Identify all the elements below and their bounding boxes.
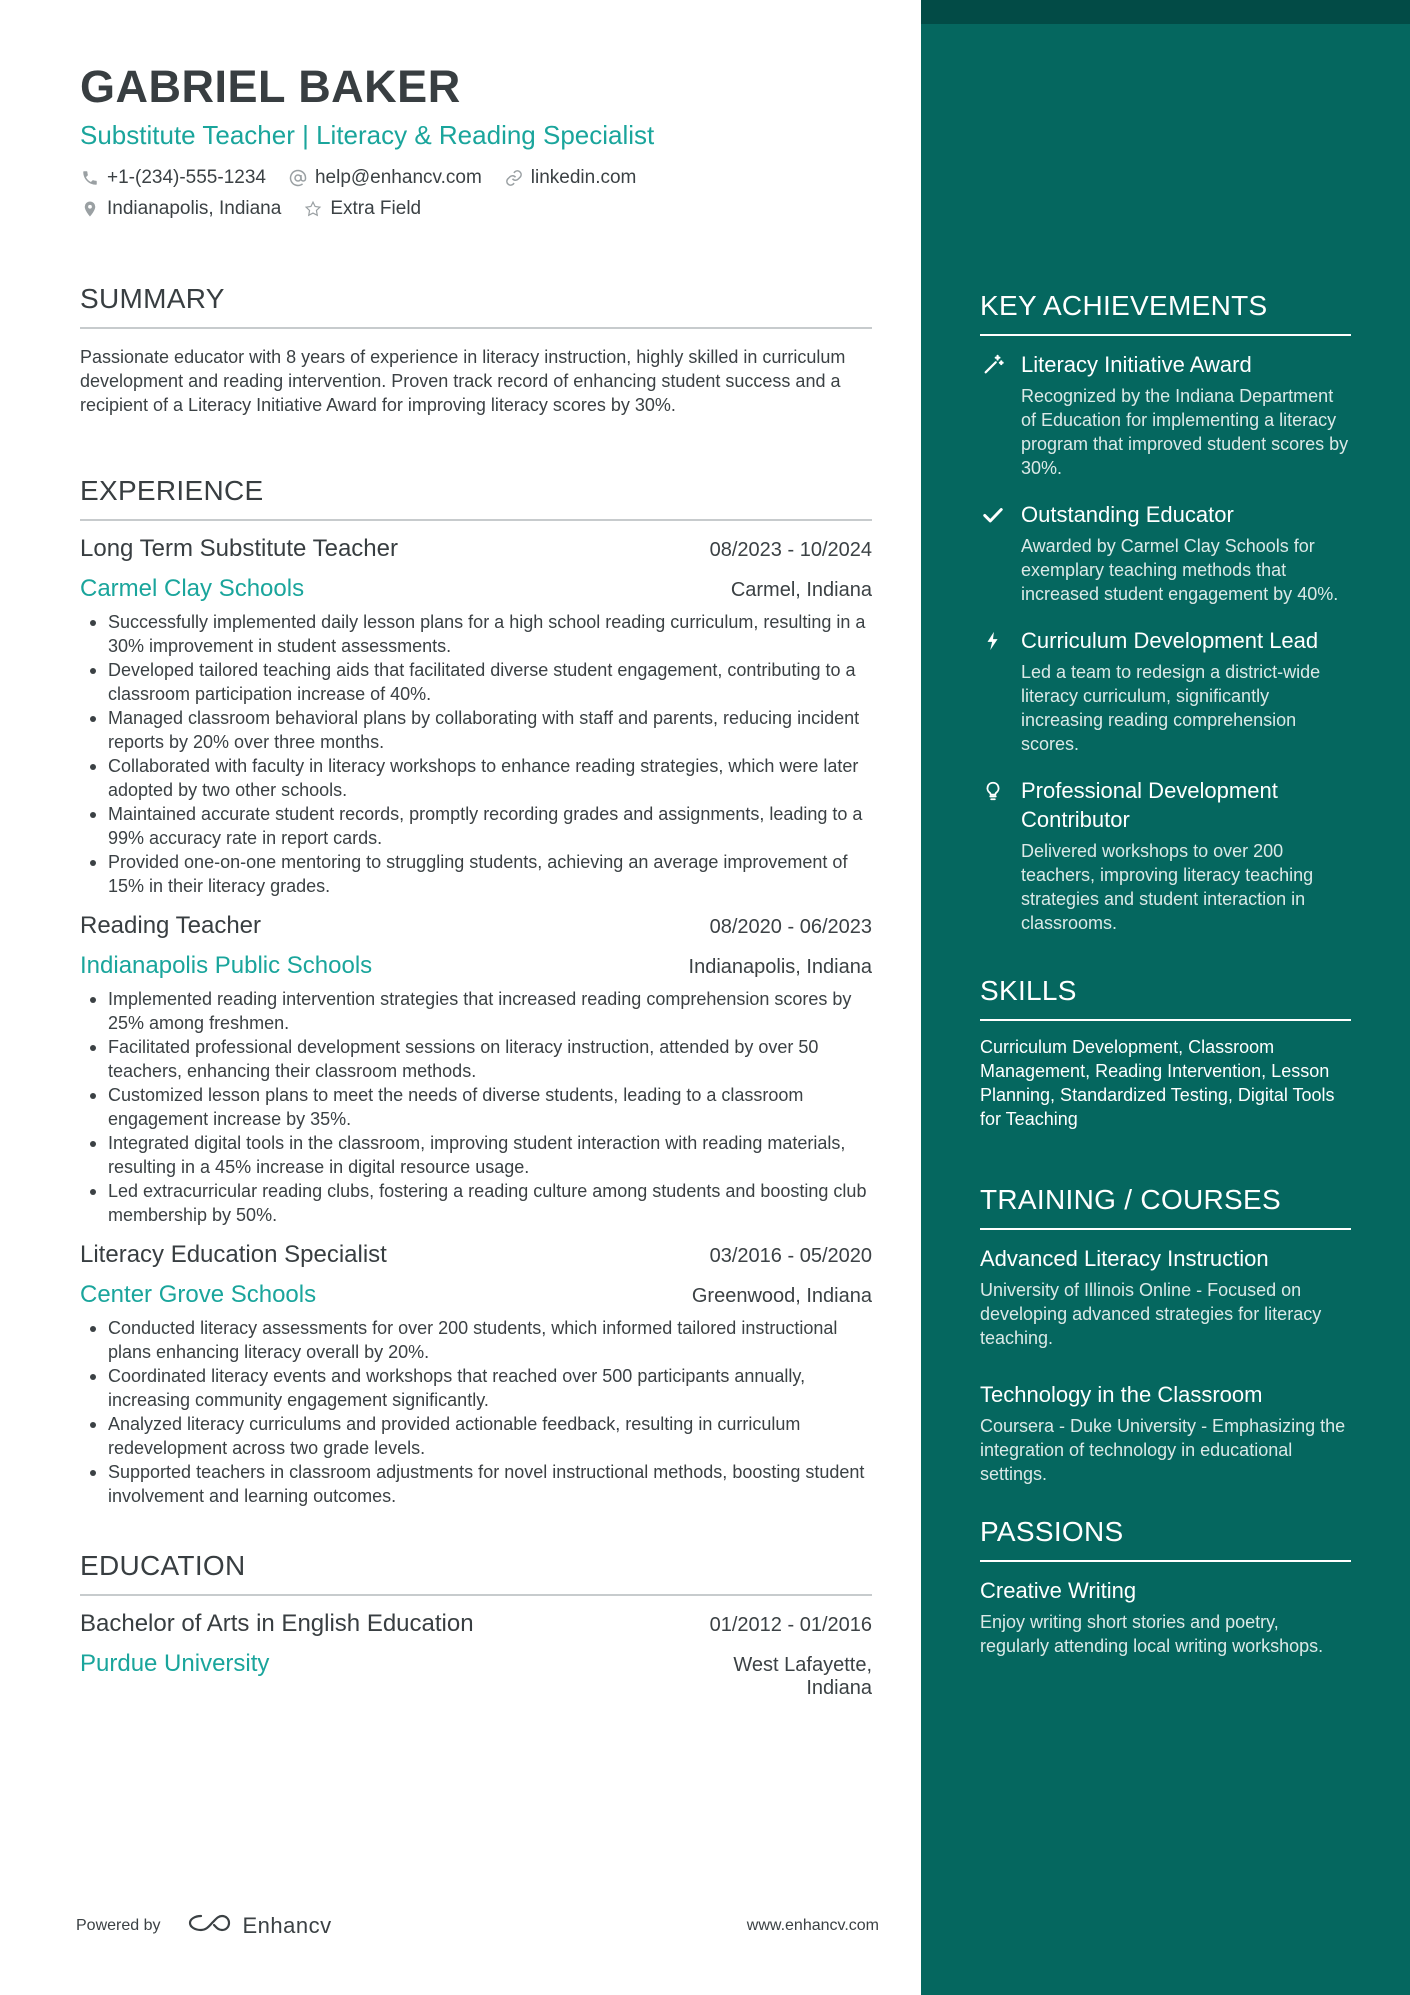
job-title: Reading Teacher: [80, 912, 262, 940]
job-bullet: Analyzed literacy curriculums and provided actionable feedback, resulting in curriculum redevelopment across two grade levels.: [80, 1412, 872, 1460]
lightbulb-icon: [980, 776, 1005, 935]
job-bullet: Managed classroom behavioral plans by collaborating with staff and parents, reducing incident reports by 20% over three months.: [80, 706, 872, 754]
job-bullet: Coordinated literacy events and workshops that reached over 500 participants annually, increasing community engagement significantly.: [80, 1364, 872, 1412]
passion-title: Creative Writing: [980, 1578, 1137, 1603]
job-bullet: Facilitated professional development sessions on literacy instruction, attended by over 50 teachers, enhancing their classroom methods.: [80, 1035, 872, 1083]
job-bullet: Integrated digital tools in the classroom, improving student interaction with reading materials, resulting in a 45% increase in digital resource usage.: [80, 1131, 872, 1179]
location-text: Indianapolis, Indiana: [107, 198, 282, 220]
achievement-item: [980, 350, 1351, 480]
achievement-desc: Led a team to redesign a district-wide literacy curriculum, significantly increasing reading comprehension scores.: [1021, 662, 1321, 754]
contact-website[interactable]: [504, 167, 637, 189]
achievement-desc: Recognized by the Indiana Department of Education for implementing a literacy program that improved student scores by 30%.: [1021, 386, 1349, 478]
job-company: Indianapolis Public Schools: [80, 952, 373, 980]
job-bullet: Led extracurricular reading clubs, fostering a reading culture among students and boosting club membership by 50%.: [80, 1179, 872, 1227]
magic-wand-icon: [980, 350, 1005, 480]
footer-url[interactable]: www.enhancv.com: [746, 1917, 879, 1934]
achievement-desc: Awarded by Carmel Clay Schools for exemplary teaching methods that increased student engagement by 40%.: [1021, 536, 1339, 604]
job-bullet: Maintained accurate student records, promptly recording grades and assignments, leading to a 99% accuracy rate in report cards.: [80, 802, 872, 850]
phone-icon: [80, 168, 100, 188]
checkmark-icon: [980, 500, 1005, 606]
summary-title: SUMMARY: [80, 283, 872, 329]
training-section: [980, 1184, 1351, 1486]
job-entry: [80, 535, 872, 898]
education-location-line: West Lafayette,: [733, 1654, 872, 1677]
degree-title: Bachelor of Arts in English Education: [80, 1610, 474, 1638]
course-title: Advanced Literacy Instruction: [980, 1246, 1269, 1271]
job-dates: 08/2023 - 10/2024: [709, 539, 872, 562]
job-entry: [80, 1241, 872, 1508]
achievement-item: [980, 500, 1351, 606]
job-bullets: [80, 1316, 872, 1508]
job-dates: 03/2016 - 05/2020: [709, 1245, 872, 1268]
job-bullet: Collaborated with faculty in literacy workshops to enhance reading strategies, which were later adopted by two other schools.: [80, 754, 872, 802]
course-desc: Coursera - Duke University - Emphasizing the integration of technology in educational settings.: [980, 1416, 1346, 1484]
powered-by-label: Powered by: [76, 1917, 161, 1934]
course-item: [980, 1244, 1351, 1350]
extra-text: Extra Field: [330, 198, 422, 220]
job-bullet: Conducted literacy assessments for over 200 students, which informed tailored instructional plans enhancing literacy overall by 20%.: [80, 1316, 872, 1364]
achievements-title: KEY ACHIEVEMENTS: [980, 290, 1351, 336]
footer: [76, 1912, 879, 1940]
job-location: Carmel, Indiana: [730, 579, 872, 602]
phone-text: +1-(234)-555-1234: [107, 167, 266, 189]
location-pin-icon: [80, 199, 100, 219]
job-bullets: [80, 610, 872, 898]
education-section: [80, 1550, 872, 1700]
contact-phone[interactable]: [80, 167, 266, 189]
job-title: Long Term Substitute Teacher: [80, 535, 398, 563]
contact-info: [80, 167, 872, 220]
candidate-name: GABRIEL BAKER: [80, 61, 461, 112]
email-text: help@enhancv.com: [314, 167, 482, 189]
candidate-headline: Substitute Teacher | Literacy & Reading Specialist: [80, 120, 655, 150]
training-title: TRAINING / COURSES: [980, 1184, 1351, 1230]
job-location: Greenwood, Indiana: [691, 1285, 872, 1308]
experience-section: [80, 475, 872, 1508]
job-dates: 08/2020 - 06/2023: [709, 916, 872, 939]
achievement-title: Professional Development Contributor: [1021, 778, 1278, 832]
course-title: Technology in the Classroom: [980, 1382, 1263, 1407]
sidebar-content: [980, 290, 1351, 1688]
summary-text: Passionate educator with 8 years of experience in literacy instruction, highly skilled in curriculum development and reading intervention. Proven track record of enhancing student success and a recipient of a Literacy Initiative Award for improving literacy scores by 30%.: [80, 347, 846, 416]
achievement-desc: Delivered workshops to over 200 teachers, improving literacy teaching strategies and student interaction in classrooms.: [1021, 841, 1314, 933]
course-desc: University of Illinois Online - Focused on developing advanced strategies for literacy teaching.: [980, 1280, 1322, 1348]
skills-section: [980, 975, 1351, 1131]
job-bullets: [80, 987, 872, 1227]
star-icon: [303, 199, 323, 219]
achievements-list: [980, 350, 1351, 935]
powered-by: [76, 1912, 332, 1940]
passions-title: PASSIONS: [980, 1516, 1351, 1562]
brand-name: Enhancv: [242, 1913, 332, 1938]
brand-logo[interactable]: [187, 1912, 332, 1940]
job-bullet: Customized lesson plans to meet the needs of diverse students, leading to a classroom engagement increase by 35%.: [80, 1083, 872, 1131]
job-bullet: Implemented reading intervention strategies that increased reading comprehension scores by 25% among freshmen.: [80, 987, 872, 1035]
job-company: Center Grove Schools: [80, 1281, 317, 1309]
link-icon: [504, 168, 524, 188]
skills-text: Curriculum Development, Classroom Management, Reading Intervention, Lesson Planning, Standardized Testing, Digital Tools for Teaching: [980, 1037, 1335, 1129]
achievement-item: [980, 776, 1351, 935]
job-location: Indianapolis, Indiana: [688, 956, 872, 979]
achievement-title: Curriculum Development Lead: [1021, 628, 1319, 653]
contact-location: [80, 198, 281, 220]
contact-email[interactable]: [288, 167, 482, 189]
experience-title: EXPERIENCE: [80, 475, 872, 521]
education-entry: [80, 1610, 872, 1700]
course-item: [980, 1380, 1351, 1486]
job-title: Literacy Education Specialist: [80, 1241, 387, 1269]
main-column: [80, 60, 872, 1700]
education-location-line: Indiana: [806, 1677, 872, 1700]
contact-row: [80, 198, 872, 220]
sidebar-top-band: [921, 0, 1410, 24]
achievement-title: Literacy Initiative Award: [1021, 352, 1252, 377]
job-bullet: Supported teachers in classroom adjustments for novel instructional methods, boosting student involvement and learning outcomes.: [80, 1460, 872, 1508]
at-icon: [288, 168, 308, 188]
contact-row: [80, 167, 872, 189]
job-bullet: Provided one-on-one mentoring to struggling students, achieving an average improvement of 15% in their literacy grades.: [80, 850, 872, 898]
contact-extra: [303, 198, 421, 220]
summary-section: [80, 283, 872, 417]
lightning-bolt-icon: [980, 626, 1005, 756]
school-name: Purdue University: [80, 1650, 270, 1678]
passion-item: [980, 1576, 1351, 1658]
infinity-logo-icon: [187, 1912, 233, 1940]
sidebar: [921, 0, 1410, 1995]
job-bullet: Developed tailored teaching aids that facilitated diverse student engagement, contributing to a classroom participation increase of 40%.: [80, 658, 872, 706]
achievement-item: [980, 626, 1351, 756]
education-title: EDUCATION: [80, 1550, 872, 1596]
skills-title: SKILLS: [980, 975, 1351, 1021]
achievement-title: Outstanding Educator: [1021, 502, 1234, 527]
job-bullet: Successfully implemented daily lesson plans for a high school reading curriculum, resulting in a 30% improvement in student assessments.: [80, 610, 872, 658]
education-location: [733, 1654, 872, 1700]
job-entry: [80, 912, 872, 1227]
passion-desc: Enjoy writing short stories and poetry, regularly attending local writing workshops.: [980, 1612, 1324, 1656]
job-company: Carmel Clay Schools: [80, 575, 305, 603]
website-text: linkedin.com: [530, 167, 637, 189]
education-dates: 01/2012 - 01/2016: [709, 1614, 872, 1637]
passions-section: [980, 1516, 1351, 1658]
